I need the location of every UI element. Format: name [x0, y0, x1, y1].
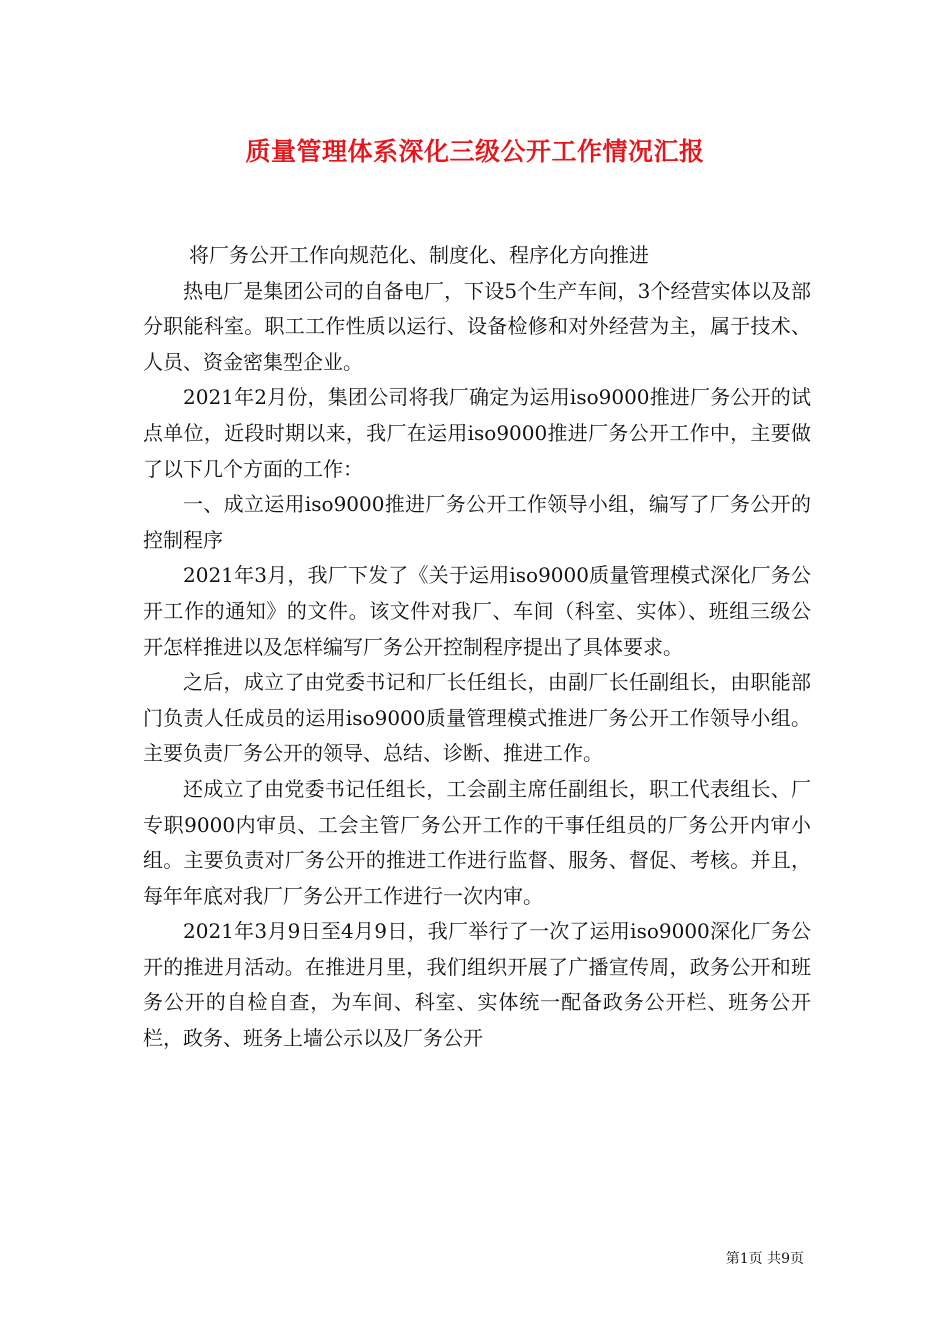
document-body — [143, 238, 811, 1057]
paragraph: 热电厂是集团公司的自备电厂，下设5个生产车间，3个经营实体以及部分职能科室。职工工作性质以运行、设备检修和对外经营为主，属于技术、人员、资金密集型企业。 — [143, 278, 811, 374]
paragraph: 还成立了由党委书记任组长，工会副主席任副组长，职工代表组长、厂专职9000内审员、工会主管厂务公开工作的干事任组员的厂务公开内审小组。主要负责对厂务公开的推进工作进行监督、服务、督促、考核。并且，每年年底对我厂厂务公开工作进行一次内审。 — [143, 776, 811, 908]
paragraph: 之后，成立了由党委书记和厂长任组长，由副厂长任副组长，由职能部门负责人任成员的运用iso9000质量管理模式推进厂务公开工作领导小组。主要负责厂务公开的领导、总结、诊断、推进工作。 — [143, 670, 811, 766]
section-heading: 一、成立运用iso9000推进厂务公开工作领导小组，编写了厂务公开的控制程序 — [143, 492, 811, 552]
document-subtitle: 将厂务公开工作向规范化、制度化、程序化方向推进 — [189, 243, 649, 267]
paragraph: 2021年2月份，集团公司将我厂确定为运用iso9000推进厂务公开的试点单位，近段时期以来，我厂在运用iso9000推进厂务公开工作中，主要做了以下几个方面的工作： — [143, 385, 811, 481]
paragraph: 2021年3月9日至4月9日，我厂举行了一次了运用iso9000深化厂务公开的推进月活动。在推进月里，我们组织开展了广播宣传周，政务公开和班务公开的自检自查，为车间、科室、实体统一配备政务公开栏、班务公开栏，政务、班务上墙公示以及厂务公开 — [143, 919, 811, 1051]
page-number: 第1页 共9页 — [725, 1251, 804, 1267]
document-title: 质量管理体系深化三级公开工作情况汇报 — [245, 137, 705, 166]
paragraph: 2021年3月，我厂下发了《关于运用iso9000质量管理模式深化厂务公开工作的通知》的文件。该文件对我厂、车间（科室、实体）、班组三级公开怎样推进以及怎样编写厂务公开控制程序提出了具体要求。 — [143, 563, 811, 659]
